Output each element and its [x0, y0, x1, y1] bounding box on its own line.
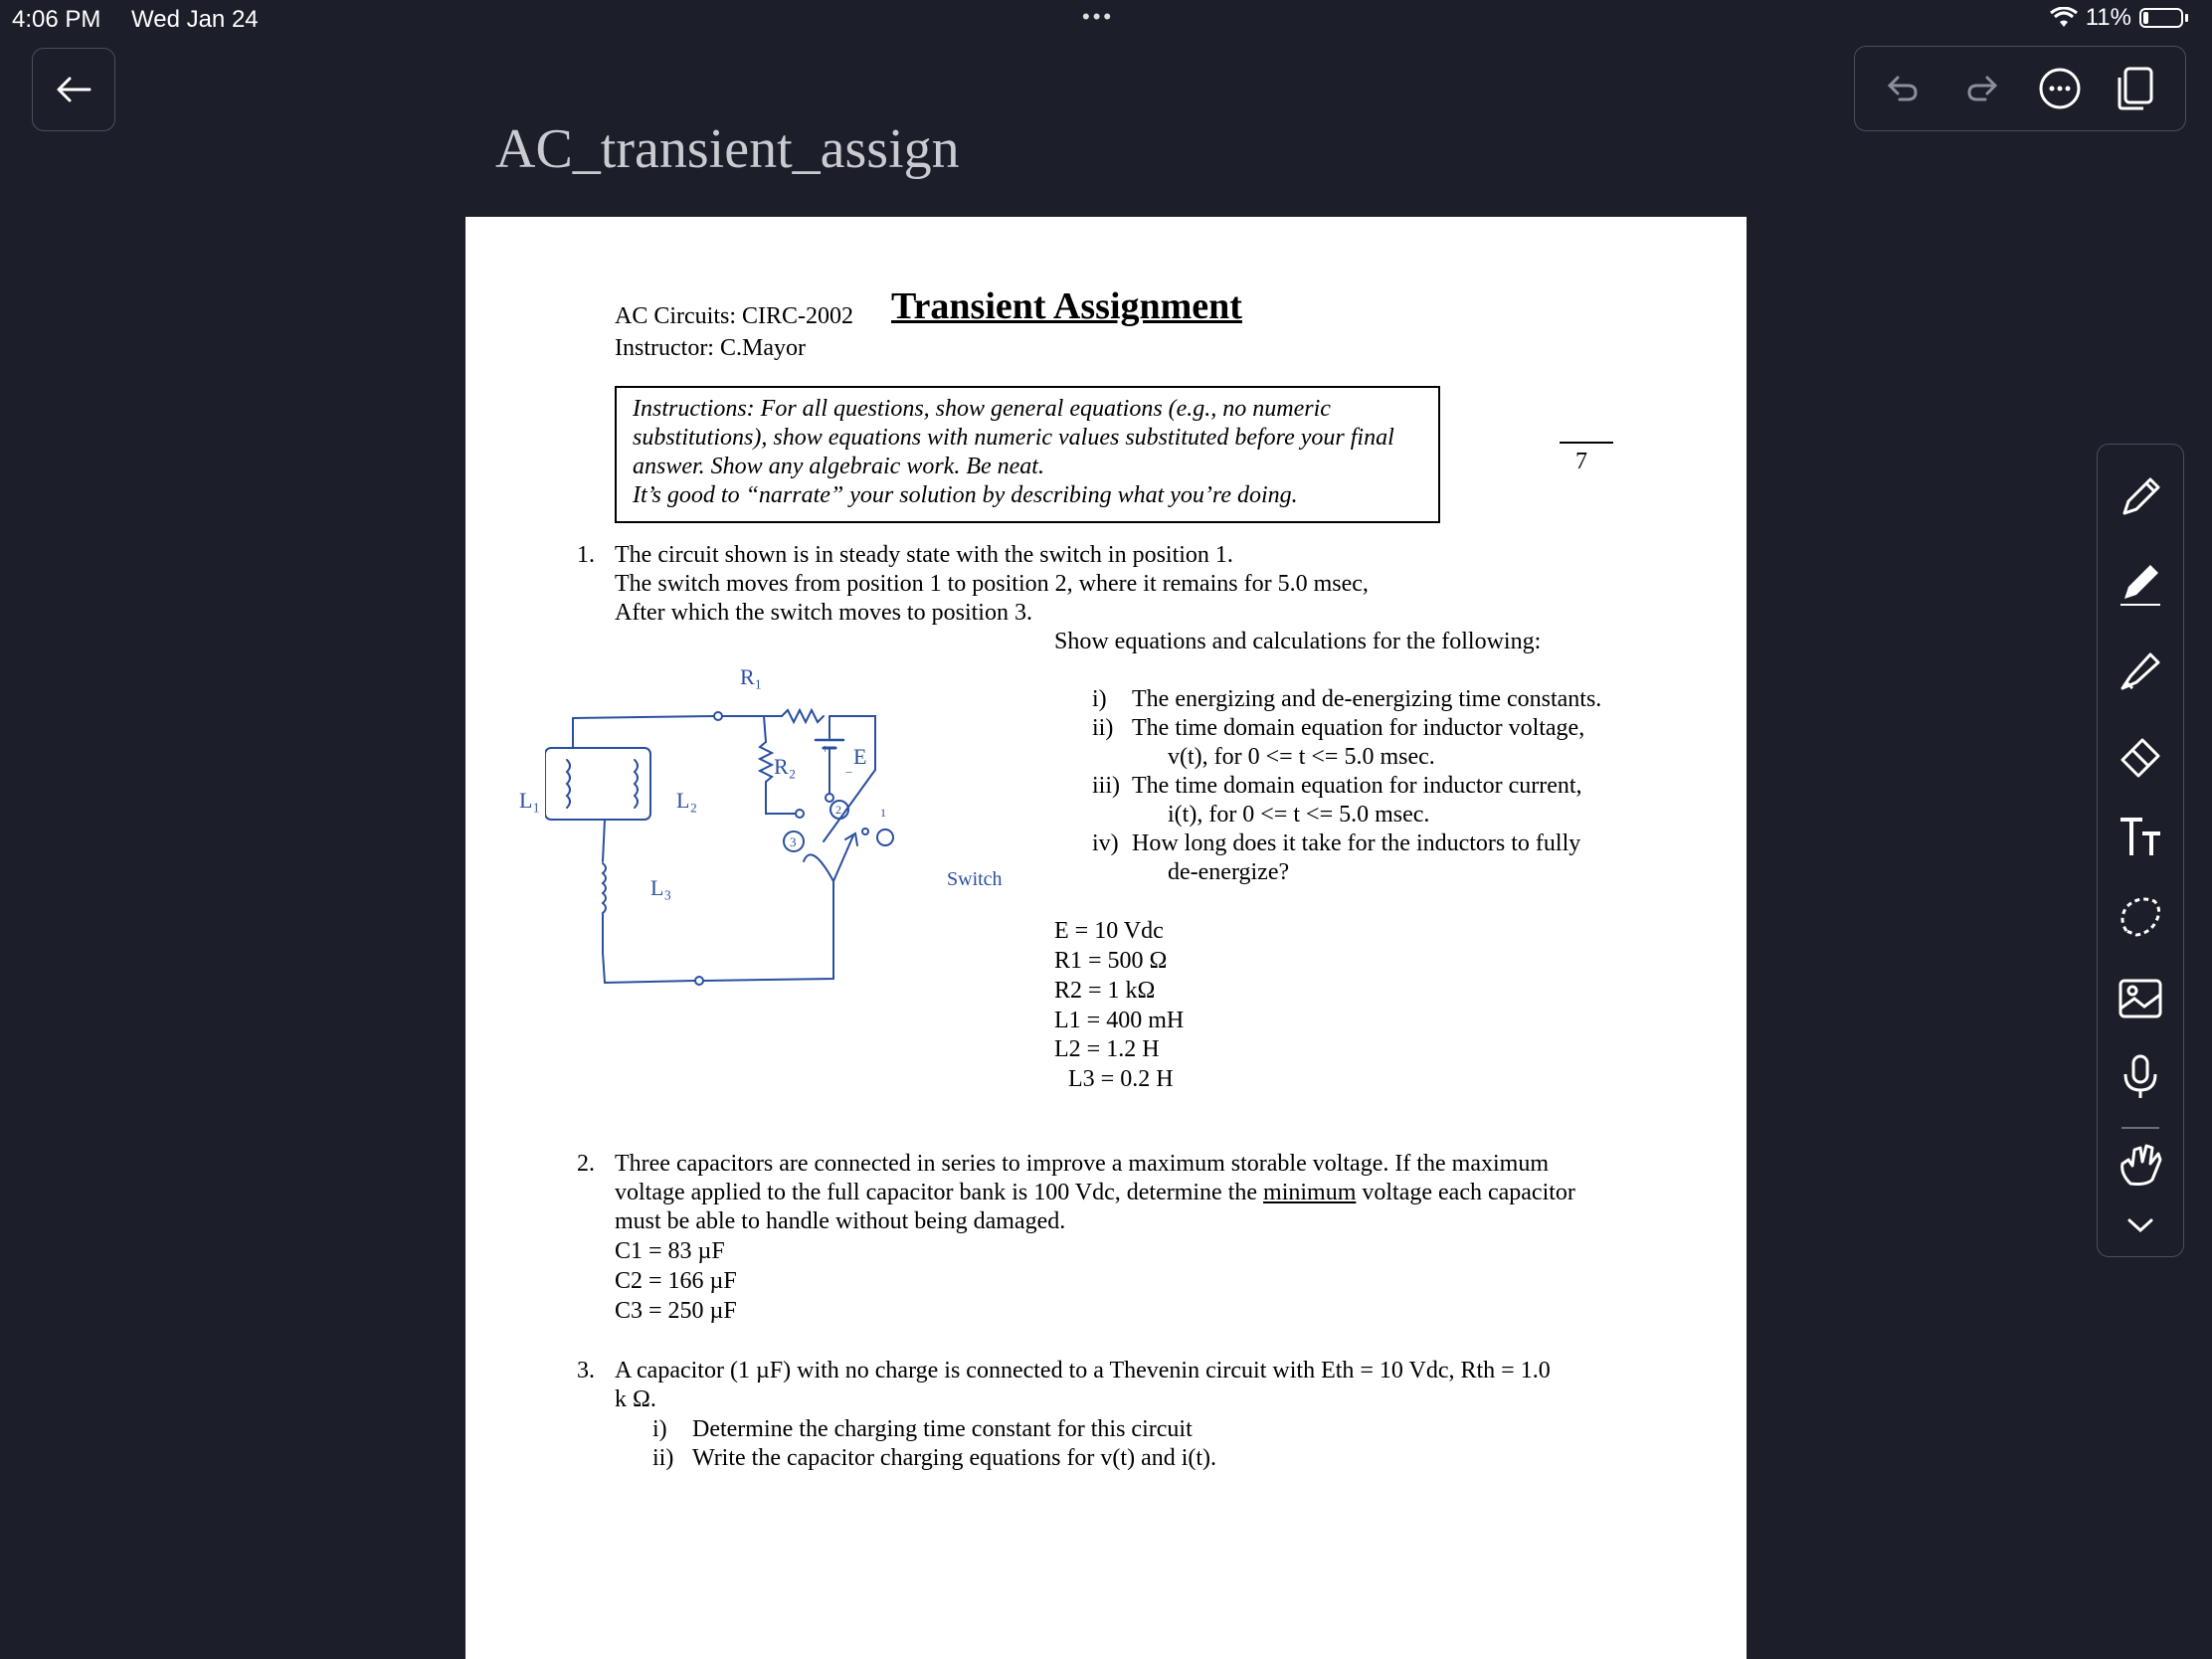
circuit-label-r1: R₁: [740, 664, 763, 689]
undo-icon: [1886, 74, 1920, 103]
circuit-label-switch: Switch: [947, 868, 1003, 890]
instructions-line: Instructions: For all questions, show general equations (e.g., no numeric: [633, 396, 1331, 422]
q1-part-num: ii): [1092, 715, 1114, 741]
lasso-icon: [2117, 893, 2164, 941]
q3-part-num: ii): [652, 1445, 674, 1471]
circuit-label-r2: R₂: [774, 754, 797, 779]
arrow-left-icon: [56, 76, 92, 103]
more-options-button[interactable]: [2034, 63, 2086, 114]
circuit-label-position-3: 3: [790, 834, 797, 849]
top-toolbar: [1854, 46, 2186, 131]
q1-line: After which the switch moves to position 3.: [615, 600, 1032, 626]
instructions-line: substitutions), show equations with numeric values substituted before your final: [633, 425, 1394, 451]
q2-value: C2 = 166 µF: [615, 1268, 737, 1294]
redo-icon: [1965, 74, 1999, 103]
q1-part-num: i): [1092, 686, 1107, 712]
q1-part-text: de-energize?: [1168, 859, 1290, 885]
circuit-label-minus: −: [845, 765, 853, 780]
q1-value: L3 = 0.2 H: [1068, 1066, 1174, 1092]
q1-part-text: v(t), for 0 <= t <= 5.0 msec.: [1168, 744, 1435, 770]
q1-value: L2 = 1.2 H: [1054, 1036, 1160, 1062]
q3-part-text: Determine the charging time constant for this circuit: [692, 1416, 1193, 1442]
q1-part-text: How long does it take for the inductors to fully: [1132, 830, 1581, 856]
microphone-icon: [2117, 1052, 2164, 1100]
status-date: Wed Jan 24: [131, 6, 259, 33]
status-bar: [0, 0, 2212, 40]
circuit-diagram: [545, 662, 1102, 1060]
battery-icon: [2139, 8, 2183, 28]
q1-value: R2 = 1 kΩ: [1054, 978, 1156, 1004]
wifi-icon: [2050, 7, 2078, 29]
q3-part-text: Write the capacitor charging equations for v(t) and i(t).: [692, 1445, 1217, 1471]
q1-part-num: iv): [1092, 830, 1119, 856]
q1-part-num: iii): [1092, 773, 1120, 799]
circuit-label-position-2: 2: [835, 803, 841, 817]
hand-icon: [2117, 1140, 2164, 1188]
q1-line: The switch moves from position 1 to position 2, where it remains for 5.0 msec,: [615, 571, 1369, 597]
instructions-line: It’s good to “narrate” your solution by describing what you’re doing.: [633, 482, 1298, 508]
multitasking-dots[interactable]: •••: [1082, 4, 1115, 29]
image-icon: [2117, 975, 2164, 1022]
course-name: AC Circuits: CIRC-2002: [615, 303, 854, 329]
q3-number: 3.: [577, 1358, 595, 1383]
back-button[interactable]: [32, 48, 115, 131]
q1-part-text: i(t), for 0 <= t <= 5.0 msec.: [1168, 802, 1430, 828]
image-tool-button[interactable]: [2112, 970, 2169, 1027]
q2-value: C3 = 250 µF: [615, 1298, 737, 1324]
instructions-line: answer. Show any algebraic work. Be neat.: [633, 454, 1044, 479]
circuit-label-e: E: [853, 744, 867, 769]
ellipsis-circle-icon: [2038, 67, 2082, 110]
q1-part-text: The energizing and de-energizing time constants.: [1132, 686, 1602, 712]
q1-number: 1.: [577, 542, 595, 568]
document-title[interactable]: AC_transient_assign: [495, 118, 960, 180]
q1-value: L1 = 400 mH: [1054, 1008, 1185, 1033]
q1-value: R1 = 500 Ω: [1054, 948, 1168, 974]
highlighter-icon: [2117, 646, 2164, 694]
hand-tool-button[interactable]: [2112, 1135, 2169, 1193]
pages-button[interactable]: [2110, 63, 2161, 114]
q2-line: Three capacitors are connected in series to improve a maximum storable voltage. If the maximum: [615, 1151, 1549, 1177]
pen-tool-button[interactable]: [2112, 468, 2169, 526]
q1-part-text: The time domain equation for inductor current,: [1132, 773, 1582, 799]
eraser-tool-button[interactable]: [2112, 729, 2169, 787]
document-page[interactable]: [465, 217, 1747, 1659]
q2-number: 2.: [577, 1151, 595, 1177]
pen-icon: [2117, 473, 2164, 521]
collapse-palette-button[interactable]: [2112, 1197, 2169, 1254]
text-icon: [2117, 814, 2164, 861]
pencil-tool-button[interactable]: [2112, 554, 2169, 612]
circuit-label-l1: L₁: [519, 788, 541, 813]
battery-percent: 11%: [2085, 4, 2131, 31]
highlighter-tool-button[interactable]: [2112, 642, 2169, 699]
q2-value: C1 = 83 µF: [615, 1238, 725, 1264]
tool-separator: [2121, 1127, 2159, 1129]
circuit-label-plus: +: [822, 741, 830, 756]
pencil-icon: [2117, 559, 2164, 607]
q2-line: voltage applied to the full capacitor bank is 100 Vdc, determine the minimum voltage each capacitor: [615, 1180, 1575, 1205]
chevron-down-icon: [2125, 1215, 2155, 1235]
q1-show-line: Show equations and calculations for the following:: [1054, 629, 1542, 654]
lasso-tool-button[interactable]: [2112, 888, 2169, 946]
assignment-heading: Transient Assignment: [891, 285, 1242, 327]
status-time: 4:06 PM: [12, 6, 101, 33]
score-line: [1560, 442, 1613, 444]
q2-line: must be able to handle without being damaged.: [615, 1208, 1066, 1234]
q1-part-text: The time domain equation for inductor voltage,: [1132, 715, 1585, 741]
q3-line: k Ω.: [615, 1386, 656, 1412]
q1-value: E = 10 Vdc: [1054, 918, 1164, 944]
q1-line: The circuit shown is in steady state with the switch in position 1.: [615, 542, 1233, 568]
instructor-name: Instructor: C.Mayor: [615, 335, 806, 361]
undo-button[interactable]: [1877, 63, 1929, 114]
circuit-label-l3: L₃: [650, 875, 672, 900]
circuit-label-position-1: 1: [880, 806, 886, 820]
eraser-icon: [2117, 734, 2164, 782]
circuit-label-l2: L₂: [676, 788, 698, 813]
score-total: 7: [1575, 449, 1587, 474]
instructions-box: [615, 386, 1440, 523]
q3-part-num: i): [652, 1416, 667, 1442]
tool-palette: [2097, 444, 2184, 1257]
q3-line: A capacitor (1 µF) with no charge is connected to a Thevenin circuit with Eth = 10 Vdc, Rth = 1.0: [615, 1358, 1551, 1383]
redo-button[interactable]: [1956, 63, 2008, 114]
pages-icon: [2116, 66, 2155, 111]
microphone-tool-button[interactable]: [2112, 1047, 2169, 1105]
text-tool-button[interactable]: [2112, 809, 2169, 866]
